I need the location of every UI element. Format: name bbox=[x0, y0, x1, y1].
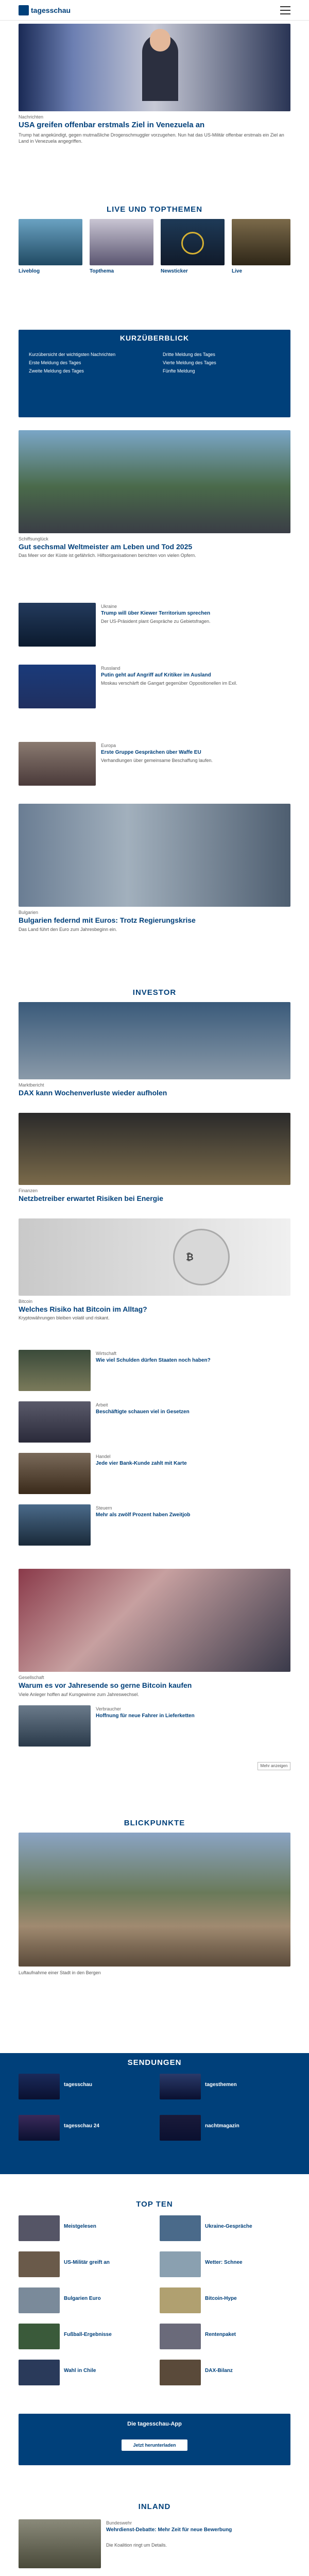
live-label: Newsticker bbox=[161, 268, 188, 274]
kurz-box bbox=[19, 330, 290, 417]
news-text: Verhandlungen über gemeinsame Beschaffung laufen. bbox=[101, 758, 213, 763]
app-label: Die tagesschau-App bbox=[127, 2421, 182, 2427]
sendung-label: nachtmagazin bbox=[205, 2123, 239, 2129]
kurz-item[interactable]: Vierte Meldung des Tages bbox=[163, 360, 216, 365]
news-thumb[interactable] bbox=[19, 742, 96, 786]
topten-thumb[interactable] bbox=[160, 2324, 201, 2349]
logo-text: tagesschau bbox=[31, 6, 71, 14]
topten-thumb[interactable] bbox=[19, 2324, 60, 2349]
topten-label[interactable]: Ukraine-Gespräche bbox=[205, 2224, 252, 2229]
news-image[interactable] bbox=[19, 430, 290, 533]
investor-title[interactable]: Welches Risiko hat Bitcoin im Alltag? bbox=[19, 1305, 147, 1313]
live-label: Live bbox=[232, 268, 243, 274]
investor-kicker: Finanzen bbox=[19, 1188, 38, 1193]
investor-title[interactable]: Mehr als zwölf Prozent haben Zweitjob bbox=[96, 1512, 191, 1518]
section-title: BLICKPUNKTE bbox=[124, 1819, 185, 1827]
news-thumb[interactable] bbox=[19, 603, 96, 647]
live-card[interactable] bbox=[19, 219, 82, 265]
news-kicker: Ukraine bbox=[101, 604, 117, 609]
sendung-label: tagesthemen bbox=[205, 2082, 237, 2088]
investor-kicker: Bitcoin bbox=[19, 1299, 33, 1304]
topten-thumb[interactable] bbox=[160, 2215, 201, 2241]
site-header bbox=[0, 0, 309, 21]
investor-title[interactable]: Netzbetreiber erwartet Risiken bei Energie bbox=[19, 1194, 163, 1202]
app-banner bbox=[19, 2414, 290, 2465]
news-kicker: Russland bbox=[101, 666, 121, 671]
feature-thumb[interactable] bbox=[19, 1705, 91, 1747]
more-button[interactable]: Mehr anzeigen bbox=[258, 1762, 290, 1770]
news-title[interactable]: Trump will über Kiewer Territorium sprechen bbox=[101, 611, 211, 616]
kurz-title: KURZÜBERBLICK bbox=[119, 334, 190, 342]
news-kicker: Schiffsunglück bbox=[19, 536, 48, 541]
investor-title[interactable]: Wie viel Schulden dürfen Staaten noch haben? bbox=[96, 1358, 211, 1363]
topten-label[interactable]: Wahl in Chile bbox=[64, 2368, 96, 2374]
sendung-label: tagesschau bbox=[64, 2082, 93, 2088]
investor-title[interactable]: DAX kann Wochenverluste wieder aufholen bbox=[19, 1089, 167, 1097]
top-title[interactable]: USA greifen offenbar erstmals Ziel in Venezuela an bbox=[19, 121, 205, 129]
inland-kicker: Bundeswehr bbox=[106, 2520, 132, 2526]
investor-thumb[interactable] bbox=[19, 1350, 91, 1391]
feature-text: Viele Anleger hoffen auf Kursgewinne zum Jahreswechsel. bbox=[19, 1692, 139, 1697]
section-title: INLAND bbox=[138, 2502, 171, 2511]
feature-title[interactable]: Warum es vor Jahresende so gerne Bitcoin kaufen bbox=[19, 1681, 192, 1689]
menu-icon[interactable] bbox=[280, 6, 290, 14]
news-text: Das Land führt den Euro zum Jahresbeginn ein. bbox=[19, 927, 117, 932]
sendung-thumb[interactable] bbox=[160, 2115, 201, 2141]
kurz-item[interactable]: Kurzübersicht der wichtigsten Nachrichten bbox=[29, 352, 116, 357]
investor-kicker: Arbeit bbox=[96, 1402, 108, 1408]
blick-image[interactable] bbox=[19, 1833, 290, 1967]
kurz-item[interactable]: Fünfte Meldung bbox=[163, 368, 195, 374]
feature-title[interactable]: Hoffnung für neue Fahrer in Lieferketten bbox=[96, 1713, 195, 1719]
live-card[interactable] bbox=[90, 219, 153, 265]
news-image[interactable] bbox=[19, 804, 290, 907]
topten-label[interactable]: US-Militär greift an bbox=[64, 2260, 110, 2265]
logo-mark bbox=[19, 5, 29, 15]
news-title[interactable]: Erste Gruppe Gesprächen über Waffe EU bbox=[101, 750, 201, 755]
investor-text: Kryptowährungen bleiben volatil und riskant. bbox=[19, 1315, 110, 1320]
topten-label[interactable]: Fußball-Ergebnisse bbox=[64, 2332, 112, 2337]
blick-caption: Luftaufnahme einer Stadt in den Bergen bbox=[19, 1970, 101, 1975]
news-title[interactable]: Putin geht auf Angriff auf Kritiker im Ausland bbox=[101, 672, 211, 678]
investor-kicker: Marktbericht bbox=[19, 1082, 44, 1088]
kurz-item[interactable]: Dritte Meldung des Tages bbox=[163, 352, 215, 357]
news-kicker: Europa bbox=[101, 743, 116, 748]
news-text: Moskau verschärft die Gangart gegenüber Oppositionellen im Exil. bbox=[101, 681, 237, 686]
top-kicker: Nachrichten bbox=[19, 114, 44, 120]
topten-thumb[interactable] bbox=[160, 2251, 201, 2277]
sendung-label: tagesschau 24 bbox=[64, 2123, 99, 2129]
kurz-item[interactable]: Erste Meldung des Tages bbox=[29, 360, 81, 365]
topten-thumb[interactable] bbox=[19, 2251, 60, 2277]
top-text: Trump hat angekündigt, gegen mutmaßliche Drogenschmuggler vorzugehen. Nun hat das US-Militär offenbar erstmals ein Ziel an Land in Venezuela angegriffen. bbox=[19, 132, 284, 144]
topten-label[interactable]: Meistgelesen bbox=[64, 2224, 96, 2229]
section-title: TOP TEN bbox=[136, 2200, 173, 2209]
topten-label[interactable]: Rentenpaket bbox=[205, 2332, 236, 2337]
topten-label[interactable]: Bulgarien Euro bbox=[64, 2296, 101, 2301]
feature-kicker: Verbraucher bbox=[96, 1706, 122, 1711]
bitcoin-icon: ₿ bbox=[186, 1252, 194, 1262]
investor-kicker: Handel bbox=[96, 1454, 111, 1459]
inland-text: Die Koalition ringt um Details. bbox=[106, 2543, 167, 2548]
topten-label[interactable]: Wetter: Schnee bbox=[205, 2260, 243, 2265]
section-title: INVESTOR bbox=[132, 988, 177, 997]
feature-image[interactable] bbox=[19, 1569, 290, 1672]
kurz-item[interactable]: Zweite Meldung des Tages bbox=[29, 368, 84, 374]
live-card[interactable] bbox=[161, 219, 225, 265]
topten-thumb[interactable] bbox=[19, 2287, 60, 2313]
logo[interactable] bbox=[19, 5, 71, 15]
investor-image[interactable] bbox=[19, 1113, 290, 1185]
sendung-thumb[interactable] bbox=[160, 2074, 201, 2099]
news-kicker: Bulgarien bbox=[19, 910, 39, 915]
sendungen-box bbox=[0, 2053, 309, 2174]
news-title[interactable]: Bulgarien federnd mit Euros: Trotz Regierungskrise bbox=[19, 916, 196, 924]
investor-title[interactable]: Jede vier Bank-Kunde zahlt mit Karte bbox=[96, 1461, 187, 1466]
investor-kicker: Steuern bbox=[96, 1505, 112, 1511]
investor-thumb[interactable] bbox=[19, 1504, 91, 1546]
topten-thumb[interactable] bbox=[160, 2360, 201, 2385]
inland-title[interactable]: Wehrdienst-Debatte: Mehr Zeit für neue Bewerbung bbox=[106, 2527, 232, 2533]
sendung-thumb[interactable] bbox=[19, 2115, 60, 2141]
section-title: LIVE UND TOPTHEMEN bbox=[106, 205, 203, 214]
sendungen-title: SENDUNGEN bbox=[127, 2058, 182, 2067]
topten-thumb[interactable] bbox=[19, 2360, 60, 2385]
feature-kicker: Gesellschaft bbox=[19, 1675, 44, 1680]
investor-kicker: Wirtschaft bbox=[96, 1351, 117, 1356]
news-thumb[interactable] bbox=[19, 665, 96, 708]
inland-thumb[interactable] bbox=[19, 2519, 101, 2568]
live-label: Topthema bbox=[90, 268, 114, 274]
investor-title[interactable]: Beschäftigte schauen viel in Gesetzen bbox=[96, 1409, 190, 1415]
investor-image[interactable] bbox=[19, 1218, 290, 1296]
topten-thumb[interactable] bbox=[19, 2215, 60, 2241]
live-label: Liveblog bbox=[19, 268, 40, 274]
top-image[interactable] bbox=[19, 24, 290, 111]
app-download-button[interactable]: Jetzt herunterladen bbox=[122, 2439, 187, 2451]
news-text: Der US-Präsident plant Gespräche zu Gebietsfragen. bbox=[101, 619, 211, 624]
topten-label[interactable]: DAX-Bilanz bbox=[205, 2368, 233, 2374]
investor-thumb[interactable] bbox=[19, 1401, 91, 1443]
sendung-thumb[interactable] bbox=[19, 2074, 60, 2099]
investor-thumb[interactable] bbox=[19, 1453, 91, 1494]
live-card[interactable] bbox=[232, 219, 290, 265]
topten-label[interactable]: Bitcoin-Hype bbox=[205, 2296, 237, 2301]
investor-image[interactable] bbox=[19, 1002, 290, 1079]
news-text: Das Meer vor der Küste ist gefährlich. Hilfsorganisationen berichten von vielen Opfern. bbox=[19, 553, 196, 558]
news-title[interactable]: Gut sechsmal Weltmeister am Leben und Tod 2025 bbox=[19, 543, 193, 551]
topten-thumb[interactable] bbox=[160, 2287, 201, 2313]
